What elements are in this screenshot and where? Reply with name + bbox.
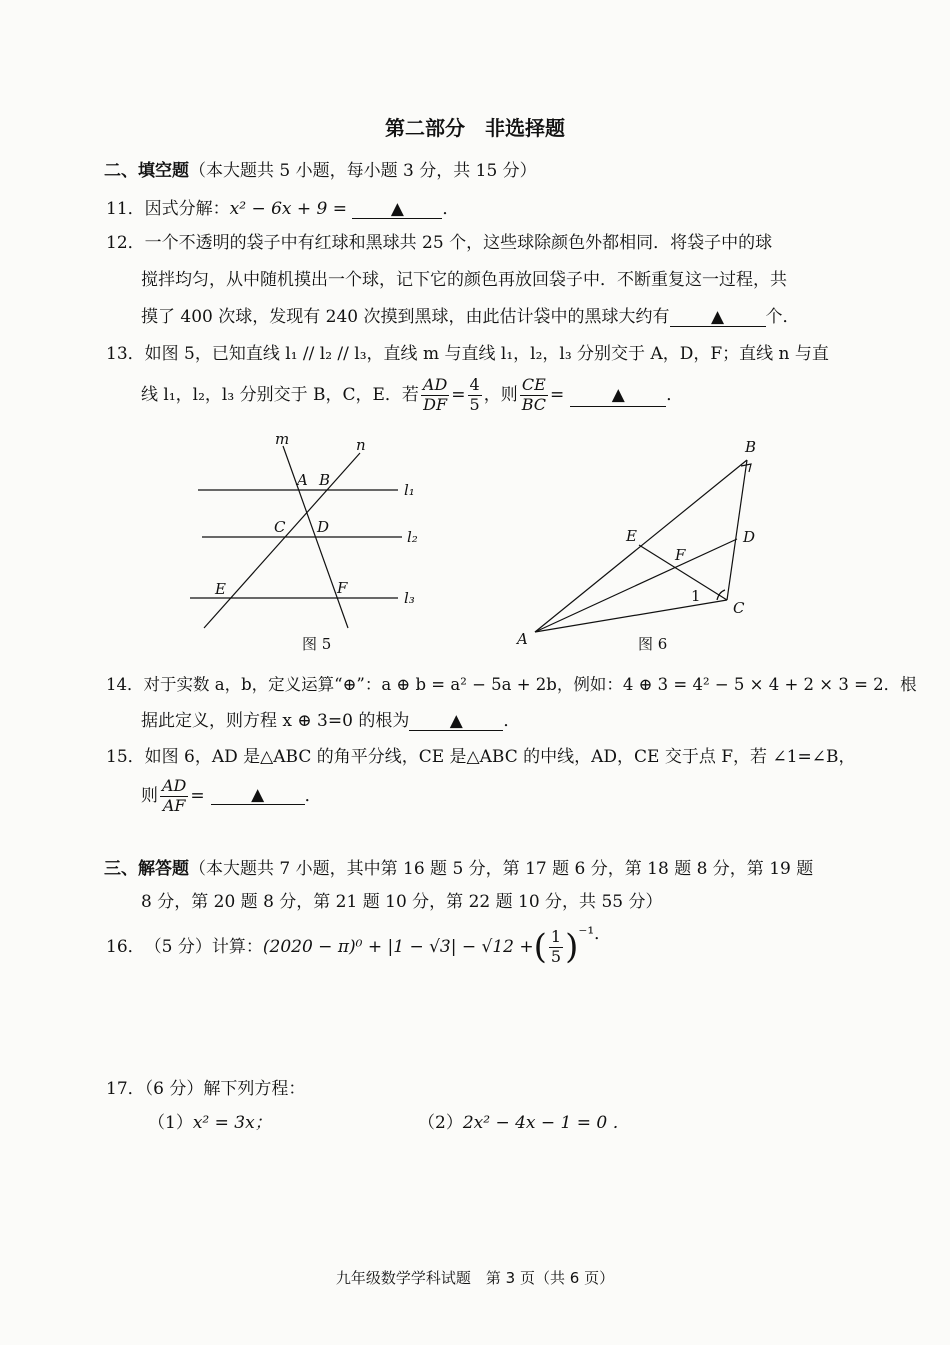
page-title: 第二部分 非选择题 xyxy=(385,116,565,140)
section3-heading: 三、解答题 xyxy=(104,859,189,879)
frac-numerator: AD xyxy=(422,375,448,395)
label-B: B xyxy=(319,471,331,489)
label-A: A xyxy=(517,630,528,648)
q17-p2-expression: 2x² − 4x − 1 = 0 ． xyxy=(462,1113,630,1133)
q17-number: 17． xyxy=(106,1079,145,1099)
q16-number: 16． xyxy=(106,936,145,957)
question-15-line2 xyxy=(141,772,322,820)
fraction-ce-bc xyxy=(520,376,548,414)
segment-ad xyxy=(535,539,737,632)
answer-triangle-icon: ▲ xyxy=(611,384,625,405)
q12-answer-blank[interactable] xyxy=(670,309,766,327)
label-angle-1: 1 xyxy=(691,587,701,605)
question-12-line1 xyxy=(106,235,772,252)
line-n xyxy=(204,453,360,628)
q14-line1: 对于实数 a，b，定义运算“⊕”：a ⊕ b = a² − 5a + 2b，例如：4 ⊕ 3 = 4² − 5 × 4 + 2 × 3 = 2．根 xyxy=(143,675,917,694)
q14-answer-blank[interactable] xyxy=(409,713,503,731)
equals-sign: = xyxy=(190,785,205,806)
label-E: E xyxy=(626,527,637,545)
label-m: m xyxy=(275,430,290,448)
label-F: F xyxy=(675,546,686,564)
label-l3: l₃ xyxy=(404,589,415,607)
frac-numerator: CE xyxy=(521,375,546,395)
q15-number: 15． xyxy=(106,747,145,767)
q12-line3: 摸了 400 次球，发现有 240 次摸到黑球，由此估计袋中的黑球大约有 xyxy=(141,307,670,327)
question-17 xyxy=(106,1081,305,1098)
q13-line2a: 线 l₁，l₂，l₃ 分别交于 B，C，E．若 xyxy=(141,385,419,405)
figure-5 xyxy=(180,428,440,658)
page-footer: 九年级数学学科试题 第 3 页（共 6 页） xyxy=(335,1269,615,1287)
q12-line2: 搅拌均匀，从中随机摸出一个球，记下它的颜色再放回袋子中．不断重复这一过程，共 xyxy=(141,270,787,290)
figure-6-caption: 图 6 xyxy=(638,635,668,653)
fraction-1-5 xyxy=(549,928,563,966)
label-F: F xyxy=(337,579,348,597)
q15-line2-end: ． xyxy=(304,785,322,806)
paren-close: ) xyxy=(565,927,579,967)
answer-triangle-icon: ▲ xyxy=(251,785,265,805)
q11-text: 因式分解： xyxy=(144,199,230,219)
answer-triangle-icon: ▲ xyxy=(390,199,404,219)
label-A: A xyxy=(297,471,308,489)
answer-triangle-icon: ▲ xyxy=(710,307,725,327)
section3-note2: 8 分，第 20 题 8 分，第 21 题 10 分，第 22 题 10 分，共 55 分） xyxy=(141,892,663,912)
q13-line1: 如图 5，已知直线 l₁ // l₂ // l₃，直线 m 与直线 l₁，l₂，l₃ 分别交于 A，D，F；直线 n 与直 xyxy=(144,344,829,364)
section2-note: （本大题共 5 小题，每小题 3 分，共 15 分） xyxy=(189,161,537,181)
q17-p2-label: （2） xyxy=(418,1113,463,1133)
q16-expression-a: (2020 − π)⁰ + |1 − √3| − √12 + xyxy=(262,936,534,957)
q14-line2-end: ． xyxy=(503,711,521,731)
label-C: C xyxy=(733,599,745,617)
label-l1: l₁ xyxy=(404,481,415,499)
question-14-line1 xyxy=(106,677,917,694)
section3-note1: （本大题共 7 小题，其中第 16 题 5 分，第 17 题 6 分，第 18 题 8 分，第 19 题 xyxy=(189,859,814,879)
q15-answer-blank[interactable] xyxy=(211,787,305,805)
fraction-ad-af xyxy=(160,777,188,815)
q13-number: 13． xyxy=(106,344,145,364)
equals-sign: = xyxy=(550,385,565,405)
q15-line2a: 则 xyxy=(141,785,158,806)
figure-5-caption: 图 5 xyxy=(302,635,332,653)
label-l2: l₂ xyxy=(407,528,418,546)
question-11: 11．因式分解：x² − 6x + 9 = ▲ ． xyxy=(106,199,460,219)
fraction-4-5 xyxy=(468,376,482,414)
q12-number: 12． xyxy=(106,233,145,253)
q17-p1-label: （1） xyxy=(148,1113,193,1133)
fraction-ad-df xyxy=(421,376,449,414)
q17-part2 xyxy=(418,1115,630,1132)
section2-heading: 二、填空题 xyxy=(104,161,189,181)
q12-line1: 一个不透明的袋子中有红球和黑球共 25 个，这些球除颜色外都相同．将袋子中的球 xyxy=(144,233,773,253)
frac-denominator: BC xyxy=(521,394,547,414)
label-B: B xyxy=(745,438,757,456)
q15-line1: 如图 6，AD 是△ABC 的角平分线，CE 是△ABC 的中线，AD，CE 交于点 F，若 ∠1=∠B， xyxy=(144,747,856,767)
frac-denominator: DF xyxy=(423,394,448,414)
frac-denominator: 5 xyxy=(469,394,480,414)
equals-sign: = xyxy=(451,385,466,405)
question-13-line2: 线 l₁，l₂，l₃ 分别交于 B，C，E．若 $\frac{AD}{DF}$ = $\frac{4}{5}$ ，则 $\frac{CE}{BC}$ = ▲ ． xyxy=(141,375,684,414)
q11-number: 11． xyxy=(106,199,145,219)
question-15-line1 xyxy=(106,749,856,766)
q13-answer-blank[interactable] xyxy=(570,384,666,407)
q17-p1-expression: x² = 3x； xyxy=(192,1113,272,1133)
label-E: E xyxy=(215,580,226,598)
q12-line3-end: 个． xyxy=(765,307,800,327)
frac-denominator: AF xyxy=(162,795,186,815)
q13-line2b: ，则 xyxy=(483,385,518,405)
label-C: C xyxy=(274,518,286,536)
question-16 xyxy=(106,922,611,972)
section3-heading-row xyxy=(104,861,813,878)
q17-score: （6 分）解下列方程： xyxy=(144,1079,306,1099)
figure-6 xyxy=(505,432,785,657)
frac-numerator: 1 xyxy=(550,927,562,947)
q17-part1 xyxy=(148,1115,272,1132)
question-13-line1 xyxy=(106,346,829,363)
label-n: n xyxy=(356,436,366,454)
q16-score: （5 分）计算： xyxy=(144,936,263,957)
frac-numerator: 4 xyxy=(469,375,480,395)
question-14-line2 xyxy=(141,713,520,731)
answer-triangle-icon: ▲ xyxy=(449,711,463,731)
question-12-line3 xyxy=(141,309,800,327)
paren-open: ( xyxy=(533,927,547,967)
q14-line2a: 据此定义，则方程 x ⊕ 3=0 的根为 xyxy=(141,711,410,731)
label-D: D xyxy=(317,518,330,536)
q11-expression: x² − 6x + 9 = xyxy=(229,199,348,219)
label-D: D xyxy=(743,528,756,546)
q14-number: 14． xyxy=(106,675,144,694)
frac-numerator: AD xyxy=(162,776,187,796)
q16-expression-b: ⁻¹． xyxy=(578,924,612,944)
q11-answer-blank[interactable] xyxy=(352,201,442,219)
frac-denominator: 5 xyxy=(550,946,562,966)
section2-heading-row xyxy=(104,163,537,180)
